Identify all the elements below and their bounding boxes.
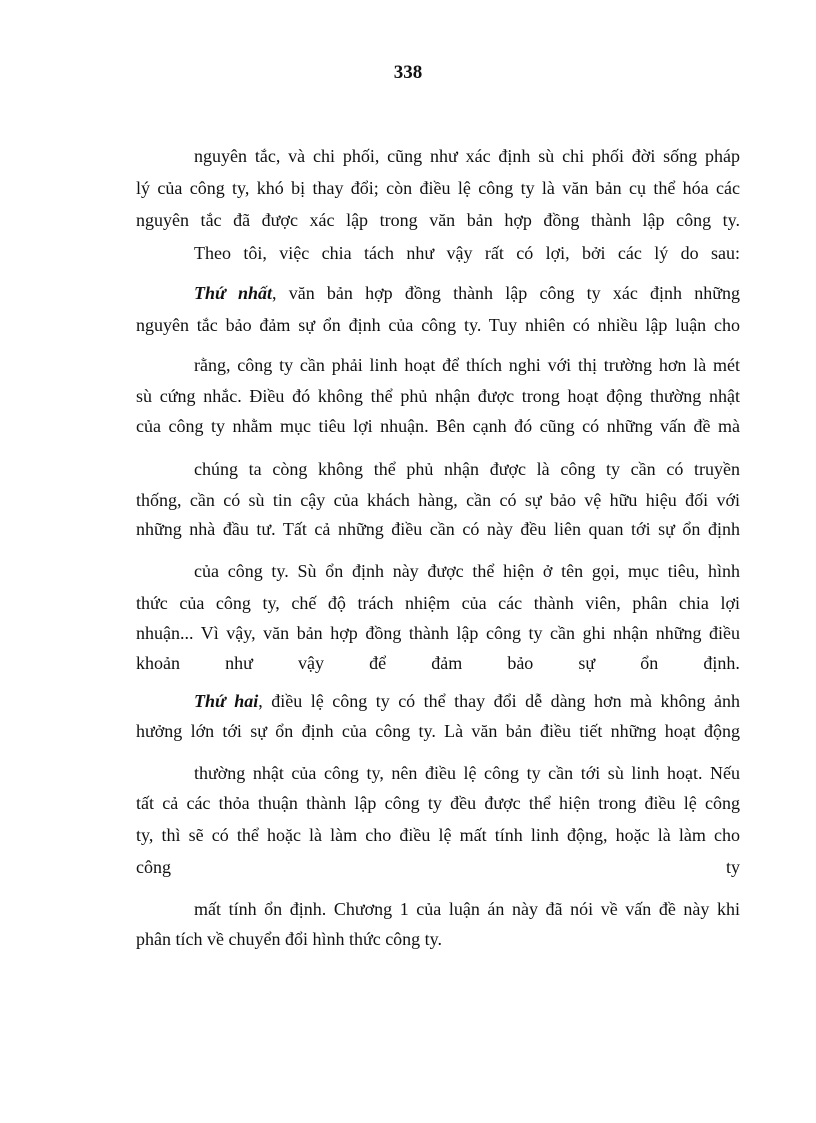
emphasis-heading: Thứ nhất bbox=[194, 283, 273, 303]
text-line: ty, thì sẽ có thể hoặc là làm cho điều lệ mất tính linh động, hoặc là làm cho bbox=[136, 825, 740, 845]
word: ổn bbox=[640, 653, 659, 673]
paragraph-first-line bbox=[194, 690, 740, 712]
word: định. bbox=[703, 653, 740, 673]
text-line: những nhà đầu tư. Tất cả những điều cần có này đều liên quan tới sự ổn định bbox=[136, 519, 740, 539]
text-line: phân tích về chuyển đổi hình thức công ty. bbox=[136, 929, 443, 949]
text-line: sù cứng nhắc. Điều đó không thể phủ nhận được trong hoạt động thường nhật bbox=[136, 386, 740, 406]
text-line: thức của công ty, chế độ trách nhiệm của các thành viên, phân chia lợi bbox=[136, 593, 740, 613]
text-run: , điều lệ công ty có thể thay đổi dễ dàng hơn mà không ảnh bbox=[258, 691, 740, 711]
word: bảo bbox=[507, 653, 534, 673]
word: ty bbox=[725, 857, 740, 877]
text-line: nguyên tắc, và chi phối, cũng như xác định sù chi phối đời sống pháp bbox=[194, 146, 740, 166]
paragraph-first-line bbox=[194, 282, 740, 304]
text-line: thường nhật của công ty, nên điều lệ công ty cần tới sù linh hoạt. Nếu bbox=[194, 763, 740, 783]
text-line: nguyên tắc bảo đảm sự ổn định của công ty. Tuy nhiên có nhiều lập luận cho bbox=[136, 315, 740, 335]
text-line: tất cả các thỏa thuận thành lập công ty đều được thể hiện trong điều lệ công bbox=[136, 793, 740, 813]
word: khoản bbox=[136, 653, 180, 673]
word: đảm bbox=[431, 653, 463, 673]
text-line: lý của công ty, khó bị thay đổi; còn điều lệ công ty là văn bản cụ thể hóa các bbox=[136, 178, 740, 198]
text-line: nguyên tắc đã được xác lập trong văn bản hợp đồng thành lập công ty. bbox=[136, 210, 740, 230]
text-line: của công ty nhằm mục tiêu lợi nhuận. Bên cạnh đó cũng có những vấn đề mà bbox=[136, 416, 740, 436]
text-line: hưởng lớn tới sự ổn định của công ty. Là văn bản điều tiết những hoạt động bbox=[136, 721, 740, 741]
word: như bbox=[225, 653, 253, 673]
text-run: , văn bản hợp đồng thành lập công ty xác định những bbox=[272, 283, 741, 303]
text-line: chúng ta còng không thể phủ nhận được là công ty cần có truyền bbox=[194, 459, 740, 479]
text-line-spread bbox=[136, 856, 740, 878]
text-line: nhuận... Vì vậy, văn bản hợp đồng thành lập công ty cần ghi nhận những điều bbox=[136, 623, 740, 643]
page-number: 338 bbox=[393, 62, 423, 83]
text-line: Theo tôi, việc chia tách như vậy rất có lợi, bởi các lý do sau: bbox=[194, 243, 740, 263]
text-line: của công ty. Sù ổn định này được thể hiện ở tên gọi, mục tiêu, hình bbox=[194, 561, 740, 581]
text-line: mất tính ổn định. Chương 1 của luận án này đã nói về vấn đề này khi bbox=[194, 899, 740, 919]
emphasis-heading: Thứ hai bbox=[194, 691, 259, 711]
word: vậy bbox=[297, 653, 324, 673]
word: công bbox=[136, 857, 171, 877]
text-line: rằng, công ty cần phải linh hoạt để thích nghi với thị trường hơn là mét bbox=[194, 355, 740, 375]
text-line-spread bbox=[136, 652, 740, 674]
text-line: thống, cần có sù tin cậy của khách hàng, cần có sự bảo vệ hữu hiệu đối với bbox=[136, 490, 740, 510]
word: để bbox=[369, 653, 387, 673]
word: sự bbox=[578, 653, 596, 673]
